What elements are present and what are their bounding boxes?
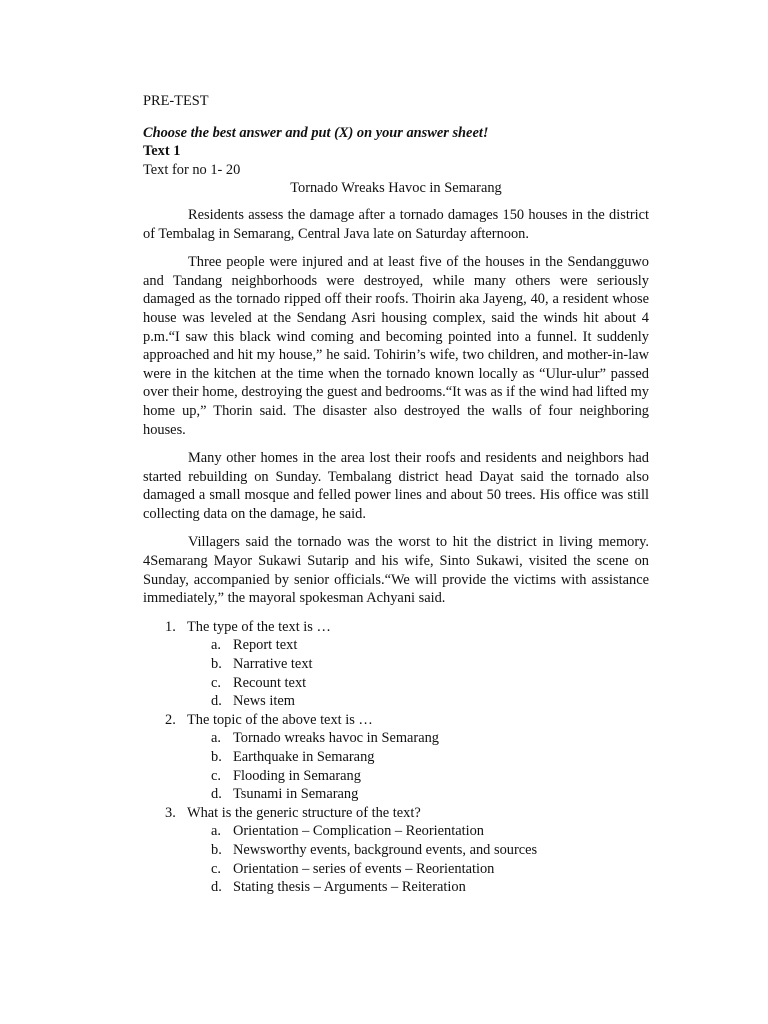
option-list [143, 729, 649, 803]
pretest-label: PRE-TEST [143, 93, 209, 109]
option-text: Tsunami in Semarang [233, 786, 359, 803]
text-heading: Text 1 [143, 143, 181, 160]
option-text: News item [233, 693, 295, 710]
question-list [143, 618, 649, 897]
option-letter: d. [211, 786, 222, 803]
option-text: Orientation – Complication – Reorientation [233, 823, 484, 840]
option-b[interactable] [143, 841, 649, 860]
option-c[interactable] [143, 674, 649, 693]
article-paragraph: Villagers said the tornado was the worst to hit the district in living memory. 4Semarang Mayor Sukawi Sutarip and his wife, Sinto Sukawi, visited the scene on Sunday, accompanied by senior officials.“We will provide the victims with assistance immediately,” the mayoral spokesman Achyani said. [143, 534, 649, 607]
option-a[interactable] [143, 636, 649, 655]
option-letter: a. [211, 823, 221, 840]
option-text: Orientation – series of events – Reorientation [233, 860, 495, 877]
option-letter: c. [211, 767, 221, 784]
document-content [143, 92, 649, 897]
option-text: Flooding in Semarang [233, 767, 361, 784]
question-1 [143, 618, 649, 711]
option-letter: b. [211, 749, 222, 765]
question-text: What is the generic structure of the text? [187, 804, 421, 821]
text-for-label: Text for no 1- 20 [143, 161, 241, 178]
article-title: Tornado Wreaks Havoc in Semarang [290, 180, 502, 197]
option-letter: a. [211, 637, 221, 654]
option-letter: b. [211, 841, 222, 858]
article-paragraph: Three people were injured and at least five of the houses in the Sendangguwo and Tandang neighborhoods were destroyed, while many others were seriously damaged as the tornado ripped off their roofs. Thoirin aka Jayeng, 40, a resident whose house was leveled at the Sendang Asri housing complex, said the winds hit about 4 p.m.“I saw this black wind coming and becoming pointed into a funnel. It suddenly approached and hit my house,” he said. Tohirin’s wife, two children, and mother-in-law were in the kitchen at the time when the tornado known locally as “Ulur-ulur” passed over their home, destroying the guest and bedrooms.“It was as if the wind had lifted my home up,” Thorin said. The disaster also destroyed the walls of four neighboring houses. [143, 254, 649, 438]
option-text: Recount text [233, 674, 307, 691]
question-2 [143, 711, 649, 804]
option-letter: a. [211, 730, 221, 747]
option-letter: c. [211, 674, 221, 691]
option-list [143, 822, 649, 896]
question-text: The topic of the above text is … [187, 711, 373, 728]
option-list [143, 636, 649, 710]
option-text: Newsworthy events, background events, and sources [233, 841, 538, 858]
option-text: Report text [233, 637, 298, 654]
question-text: The type of the text is … [187, 618, 331, 635]
option-letter: d. [211, 693, 222, 710]
option-text: Earthquake in Semarang [233, 749, 375, 765]
option-text: Narrative text [233, 656, 313, 673]
option-text: Tornado wreaks havoc in Semarang [233, 730, 439, 747]
question-number: 3. [165, 804, 176, 821]
option-d[interactable] [143, 692, 649, 711]
option-letter: d. [211, 879, 222, 896]
option-b[interactable] [143, 748, 649, 767]
option-a[interactable] [143, 822, 649, 841]
instruction: Choose the best answer and put (X) on your answer sheet! [143, 124, 489, 141]
article-paragraph: Many other homes in the area lost their roofs and residents and neighbors had started rebuilding on Sunday. Tembalang district head Dayat said the tornado also damaged a small mosque and felled power lines and about 50 trees. His office was still collecting data on the damage, he said. [143, 450, 649, 522]
option-letter: c. [211, 860, 221, 877]
question-3 [143, 804, 649, 897]
option-letter: b. [211, 656, 222, 673]
article-paragraph: Residents assess the damage after a tornado damages 150 houses in the district of Tembalag in Semarang, Central Java late on Saturday afternoon. [143, 206, 649, 242]
option-text: Stating thesis – Arguments – Reiteration [233, 879, 466, 896]
option-c[interactable] [143, 860, 649, 879]
option-d[interactable] [143, 878, 649, 897]
question-number: 2. [165, 711, 176, 728]
option-d[interactable] [143, 785, 649, 804]
option-b[interactable] [143, 655, 649, 674]
option-c[interactable] [143, 767, 649, 786]
question-number: 1. [165, 618, 176, 635]
option-a[interactable] [143, 729, 649, 748]
